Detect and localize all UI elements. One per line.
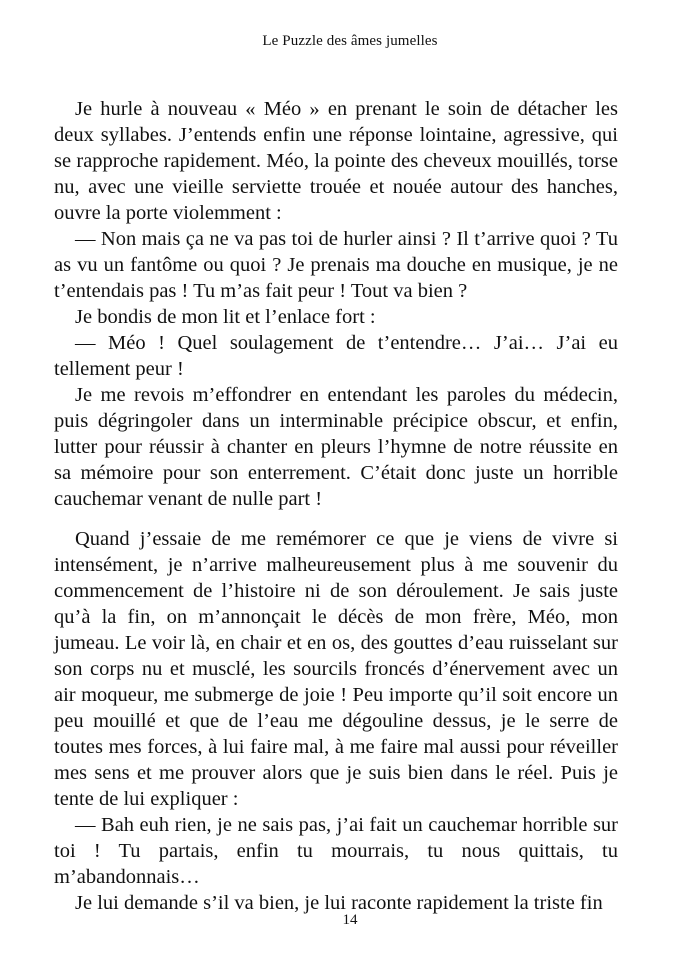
dialogue-line: — Bah euh rien, je ne sais pas, j’ai fait un cauchemar horrible sur toi ! Tu partais, enfin tu mourrais, tu nous quittais, tu m’abandonnais… <box>54 814 618 888</box>
paragraph: Quand j’essaie de me remémorer ce que je viens de vivre si intensément, je n’arrive malheureusement plus à me souvenir du commencement de l’histoire ni de son déroulement. Je sais juste qu’à la fin, on m’annonçait le décès de mon frère, Méo, mon jumeau. Le voir là, en chair et en os, des gouttes d’eau ruisselant sur son corps nu et musclé, les sourcils froncés d’énervement avec un air moqueur, me submerge de joie ! Peu importe qu’il soit encore un peu mouillé et que de l’eau me dégouline dessus, je le serre de toutes mes forces, à lui faire mal, à me faire mal aussi pour réveiller mes sens et me prouver alors que je suis bien dans le réel. Puis je tente de lui expliquer : <box>54 528 618 810</box>
paragraph: Je bondis de mon lit et l’enlace fort : <box>75 306 376 328</box>
body-text <box>54 96 618 916</box>
paragraph: Je me revois m’effondrer en entendant les paroles du médecin, puis dégringoler dans un interminable précipice obscur, et enfin, lutter pour réussir à chanter en pleurs l’hymne de notre réussite en sa mémoire pour son enterrement. C’était donc juste un horrible cauchemar venant de nulle part ! <box>54 384 618 510</box>
paragraph: Je lui demande s’il va bien, je lui raconte rapidement la triste fin <box>75 892 603 914</box>
section-break <box>54 512 618 526</box>
dialogue-line: — Méo ! Quel soulagement de t’entendre… J’ai… J’ai eu tellement peur ! <box>54 332 618 380</box>
running-header-title: Le Puzzle des âmes jumelles <box>262 33 438 49</box>
page-number: 14 <box>342 912 358 928</box>
dialogue-line: — Non mais ça ne va pas toi de hurler ainsi ? Il t’arrive quoi ? Tu as vu un fantôme ou quoi ? Je prenais ma douche en musique, je ne t’entendais pas ! Tu m’as fait peur ! Tout va bien ? <box>54 228 618 302</box>
paragraph: Je hurle à nouveau « Méo » en prenant le soin de détacher les deux syllabes. J’entends enfin une réponse lointaine, agressive, qui se rapproche rapidement. Méo, la pointe des cheveux mouillés, torse nu, avec une vieille serviette trouée et nouée autour des hanches, ouvre la porte violemment : <box>54 98 618 224</box>
